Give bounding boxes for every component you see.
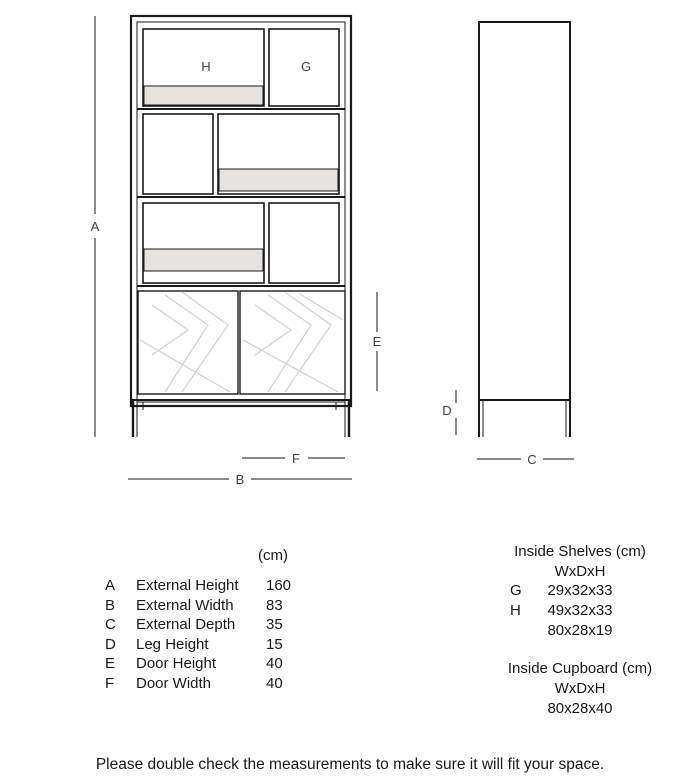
label-f: F — [292, 451, 300, 466]
dim-value: 15 — [266, 636, 283, 653]
front-view — [131, 16, 351, 437]
cabinet-outer-frame — [131, 16, 351, 406]
dim-label: External Depth — [136, 616, 236, 633]
shelf-size: 29x32x33 — [547, 582, 613, 599]
herringbone-pattern — [140, 292, 343, 392]
dim-key: A — [105, 577, 116, 594]
label-h: H — [201, 59, 211, 74]
dim-key: F — [105, 675, 115, 692]
dim-value: 35 — [266, 616, 283, 633]
dim-label: External Width — [136, 597, 234, 614]
unit-header: (cm) — [258, 547, 288, 564]
cabinet-side-panel — [479, 22, 570, 400]
dim-key: D — [105, 636, 116, 653]
inside-shelves-title: Inside Shelves (cm) — [514, 543, 646, 560]
dim-value: 83 — [266, 597, 283, 614]
label-b: B — [235, 472, 245, 487]
label-g: G — [300, 59, 312, 74]
label-e: E — [372, 334, 382, 349]
shelf-size: 80x28x19 — [547, 622, 613, 639]
shelf-compartment — [143, 114, 213, 194]
dim-value: 40 — [266, 675, 283, 692]
cabinet-inner-frame — [137, 22, 345, 402]
shelf-size: 49x32x33 — [547, 602, 613, 619]
inner-drawer — [144, 249, 263, 271]
inside-shelves-format: WxDxH — [554, 563, 606, 580]
dim-value: 40 — [266, 655, 283, 672]
shelf-compartment — [269, 203, 339, 283]
label-c: C — [527, 452, 537, 467]
dim-key: C — [105, 616, 116, 633]
inside-cupboard-title: Inside Cupboard (cm) — [507, 660, 653, 677]
inner-drawer — [144, 86, 263, 105]
dim-label: Door Width — [136, 675, 212, 692]
dim-label: Door Height — [136, 655, 217, 672]
inside-cupboard-size: 80x28x40 — [547, 700, 613, 717]
dim-value: 160 — [266, 577, 292, 594]
dim-label: External Height — [136, 577, 239, 594]
left-door — [138, 291, 238, 394]
label-d: D — [442, 403, 452, 418]
dim-label: Leg Height — [136, 636, 209, 653]
shelf-key: H — [510, 602, 521, 619]
dim-key: E — [105, 655, 116, 672]
footer-note: Please double check the measurements to make sure it will fit your space. — [95, 756, 605, 773]
dim-key: B — [105, 597, 116, 614]
dimension-lines — [95, 16, 574, 479]
right-door — [240, 291, 345, 394]
side-view — [479, 22, 570, 437]
inner-drawer — [219, 169, 338, 191]
label-a: A — [90, 219, 100, 234]
inside-cupboard-format: WxDxH — [554, 680, 606, 697]
shelf-key: G — [510, 582, 522, 599]
